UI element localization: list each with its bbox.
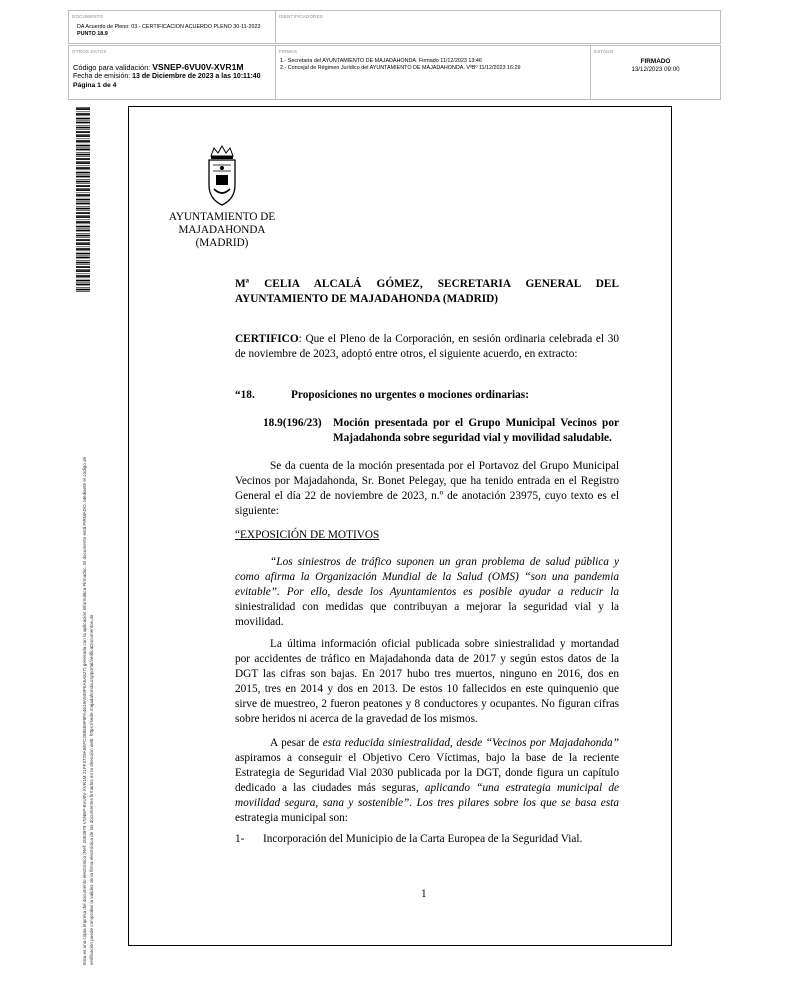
p3-line1: La última información oficial publicada sobre siniestralidad y mortandad xyxy=(270,638,619,650)
barcode-bar xyxy=(76,113,90,115)
certifico-line2: de noviembre de 2023, adoptó entre otros, el siguiente acuerdo, en extracto: xyxy=(235,348,578,360)
p2-line1: “Los siniestros de tráfico suponen un gran problema de salud pública y xyxy=(270,556,619,568)
barcode-bar xyxy=(76,127,90,129)
p1-line3: General el día 22 de noviembre de 2023, n.º de anotación 23975, cuyo texto es el xyxy=(235,490,619,502)
barcode-bar xyxy=(76,189,90,191)
barcode-bar xyxy=(76,176,90,178)
p4-line4a: dedicado a las ciudades más seguras, xyxy=(235,782,425,794)
barcode-bar xyxy=(76,251,90,252)
barcode-bar xyxy=(76,183,90,184)
p2-line5: movilidad. xyxy=(235,616,284,628)
barcode-bar xyxy=(76,270,90,272)
letterhead xyxy=(163,211,281,250)
firma-2: 2.- Concejal de Régimen Jurídico del AYUNTAMIENTO DE MAJADAHONDA. VºBº 11/12/2023 16:29 xyxy=(280,65,521,71)
otros-datos-box xyxy=(68,45,276,100)
documento-box xyxy=(68,10,276,44)
item1-text: Incorporación del Municipio de la Carta Europea de la Seguridad Vial. xyxy=(263,833,583,845)
p2-line4: siniestralidad con medidas que contribuyan a mejorar la seguridad vial y la xyxy=(235,601,619,613)
barcode-bar xyxy=(76,139,90,140)
subsection-line2: Majadahonda sobre seguridad vial y movilidad saludable. xyxy=(333,432,612,444)
barcode-bar xyxy=(76,135,90,137)
barcode-bar xyxy=(76,257,90,259)
barcode-bar xyxy=(76,284,90,286)
barcode-bar xyxy=(76,125,90,126)
subsection-line1: Moción presentada por el Grupo Municipal Vecinos por xyxy=(333,417,619,429)
section-number: “18. xyxy=(235,389,255,401)
certifico-line1 xyxy=(235,332,619,347)
p4-line5: movilidad segura, sana y sostenible”. Los tres pilares sobre los que se basa esta xyxy=(235,797,619,809)
documento-line2: PUNTO 18.9 xyxy=(77,31,108,37)
estado-label: ESTADO xyxy=(594,49,614,54)
sidebar-text-2: verificación puede comprobar la validez de la firma electrónica de los documentos firmados en la dirección web: https://sede.majadahonda.org/portal/verificaDocumentos.do xyxy=(89,614,94,965)
p2-line2: como afirma la Organización Mundial de la Salud (OMS) “son una pandemia xyxy=(235,571,619,583)
barcode-bar xyxy=(76,239,90,241)
barcode-bar xyxy=(76,149,90,151)
p3-line2: por accidentes de tráfico en Majadahonda data de 2017 y según estos datos de la xyxy=(235,653,619,665)
codigo-prefix: Código para validación: xyxy=(73,63,153,72)
estado-value: FIRMADO xyxy=(640,58,671,65)
page-number: 1 xyxy=(421,888,427,900)
subsection-number: 18.9(196/23) xyxy=(263,417,322,429)
fecha-emision xyxy=(73,73,261,80)
barcode-bar xyxy=(76,248,90,250)
p4-line4 xyxy=(235,781,619,796)
barcode-bar xyxy=(76,243,90,245)
barcode-bar xyxy=(76,237,90,238)
barcode-bar xyxy=(76,145,90,147)
barcode-bar xyxy=(76,193,90,194)
codigo-validacion xyxy=(73,62,244,72)
barcode-bar xyxy=(76,235,90,237)
barcode-bar xyxy=(76,140,90,142)
barcode-bar xyxy=(76,131,90,133)
firma-1: 1.- Secretaria del AYUNTAMIENTO DE MAJADAHONDA. Firmado 11/12/2023 13:46 xyxy=(280,58,482,64)
barcode-bar xyxy=(76,194,90,196)
barcode-bar xyxy=(76,274,90,275)
p2-line3: evitable”. Por ello, desde los Ayuntamientos es posible ayudar a reducir la xyxy=(235,586,619,598)
barcode-bar xyxy=(76,224,90,225)
barcode-bar xyxy=(76,230,90,232)
p4-line2: aspiramos a conseguir el Objetivo Cero Víctimas, bajo la base de la reciente xyxy=(235,752,619,764)
barcode-bar xyxy=(76,229,90,230)
barcode-bar xyxy=(76,129,90,130)
barcode-bar xyxy=(76,162,90,164)
barcode-bar xyxy=(76,181,90,183)
barcode-bar xyxy=(76,280,90,282)
barcode-bar xyxy=(76,287,90,288)
barcode-bar xyxy=(76,212,90,214)
p4-line1b: esta reducida siniestralidad, desde “Vecinos por Majadahonda” xyxy=(322,737,619,749)
barcode-bar xyxy=(76,188,90,189)
barcode-bar xyxy=(76,170,90,171)
barcode-bar xyxy=(76,143,90,144)
barcode-bar xyxy=(76,221,90,223)
p4-line1a: A pesar de xyxy=(270,737,323,749)
barcode-bar xyxy=(76,233,90,234)
codigo-value[interactable]: VSNEP-6VU0V-XVR1M xyxy=(152,62,244,72)
fecha-value: 13 de Diciembre de 2023 a las 10:11:40 xyxy=(132,73,261,80)
p4-line6: estrategia municipal son: xyxy=(235,812,348,824)
barcode-bar xyxy=(76,275,90,277)
barcode-bar xyxy=(76,203,90,205)
barcode-bar xyxy=(76,226,90,228)
barcode-bar xyxy=(76,185,90,187)
otros-datos-label: OTROS DATOS xyxy=(72,49,107,54)
barcode-bar xyxy=(76,112,90,113)
barcode-bar xyxy=(76,256,90,257)
sidebar-text-1: Esta es una copia impresa del documento electrónico (Ref: 2053979 VSNEP-6VU0V-XVR1M 21FF3729A5EFC288559F9FA4619A539FEA5A527) generada con la aplicación informática Firmadoc. El documento está FIRMADO. Mediante el código de xyxy=(82,456,87,965)
certifico-bold: CERTIFICO xyxy=(235,333,299,345)
firmas-label: FIRMAS xyxy=(279,49,298,54)
barcode-bar xyxy=(76,202,90,203)
heading-line2: AYUNTAMIENTO DE MAJADAHONDA (MADRID) xyxy=(235,293,499,305)
p1-line2: Vecinos por Majadahonda, Sr. Bonet Pelegay, que ha tenido entrada en el Registro xyxy=(235,475,619,487)
p4-line1 xyxy=(270,736,619,751)
letterhead-line1: AYUNTAMIENTO DE xyxy=(168,211,276,223)
identificadores-box xyxy=(275,10,721,44)
exposicion-heading: “EXPOSICIÓN DE MOTIVOS xyxy=(235,529,380,541)
letterhead-line2: MAJADAHONDA xyxy=(178,224,266,236)
p3-line5: sirve de muestreo, 2 fueron peatones y 8 conductores y ocupantes. No figuran cifras xyxy=(235,698,619,710)
p3-line3: DGT las cifras son bajas. En 2017 hubo tres muertos, ninguno en 2016, dos en xyxy=(235,668,619,680)
barcode-bar xyxy=(76,175,90,176)
barcode-bar xyxy=(76,215,90,216)
barcode-bar xyxy=(76,166,90,167)
certifico-text1: : Que el Pleno de la Corporación, en sesión ordinaria celebrada el 30 xyxy=(298,333,619,345)
p3-line4: 2015, tres en 2014 y dos en 2013. De estos 10 fallecidos en este quinquenio que xyxy=(235,683,619,695)
barcode-bar xyxy=(76,179,90,180)
barcode-bar xyxy=(76,206,90,207)
barcode-bar xyxy=(76,134,90,135)
barcode-bar xyxy=(76,283,90,284)
barcode-bar xyxy=(76,156,90,157)
barcode-bar xyxy=(76,122,90,124)
barcode-bar xyxy=(76,172,90,174)
barcode-bar xyxy=(76,264,90,265)
p4-line3: Estrategia de Seguridad Vial 2030 publicada por la DGT, donde figura un capítulo xyxy=(235,767,619,779)
barcode-bar xyxy=(76,242,90,243)
p1-line1: Se da cuenta de la moción presentada por el Portavoz del Grupo Municipal xyxy=(270,460,619,472)
barcode-bar xyxy=(76,291,90,292)
barcode-bar xyxy=(76,154,90,156)
barcode-bar xyxy=(76,121,90,122)
barcode-bar xyxy=(76,262,90,264)
section-title: Proposiciones no urgentes o mociones ordinarias: xyxy=(291,389,529,401)
barcode-bar xyxy=(76,216,90,218)
identificadores-label: IDENTIFICADORES xyxy=(279,14,324,19)
p4-line4b: aplicando “una estrategia municipal de xyxy=(424,782,619,794)
barcode-bar xyxy=(76,269,90,270)
barcode-bar xyxy=(76,158,90,160)
barcode-bar xyxy=(76,220,90,221)
letterhead-line3: (MADRID) xyxy=(195,237,249,249)
barcode-bar xyxy=(76,118,90,120)
barcode-bar xyxy=(76,197,90,198)
document-page xyxy=(128,106,672,946)
fecha-prefix: Fecha de emisión: xyxy=(73,73,133,80)
estado-box xyxy=(590,45,721,100)
barcode-bar xyxy=(76,108,90,110)
p3-line6: sobre heridos ni acerca de la gravedad de los mismos. xyxy=(235,713,478,725)
barcode-bar xyxy=(76,152,90,153)
coat-of-arms-icon xyxy=(205,145,239,207)
estado-fecha: 13/12/2023 09:00 xyxy=(631,66,680,73)
barcode-bar xyxy=(76,289,90,291)
barcode-bar xyxy=(76,260,90,261)
firmas-box xyxy=(275,45,591,100)
barcode-bar xyxy=(76,161,90,162)
barcode-bar xyxy=(76,253,90,255)
p1-line4: siguiente: xyxy=(235,505,279,517)
barcode-bar xyxy=(76,278,90,279)
barcode-bar xyxy=(76,116,90,117)
barcode-bar xyxy=(76,199,90,201)
barcode-bar xyxy=(76,208,90,210)
barcode-bar xyxy=(76,210,90,211)
pagina-indicator: Página 1 de 4 xyxy=(73,82,117,89)
documento-line1: DA Acuerdo de Pleno: 03.- CERTIFICACION ACUERDO PLENO 30-11-2023 xyxy=(77,24,261,30)
heading-line1: Mª CELIA ALCALÁ GÓMEZ, SECRETARIA GENERAL DEL xyxy=(235,278,619,290)
barcode-bar xyxy=(76,167,90,169)
documento-label: DOCUMENTO xyxy=(72,14,104,19)
barcode-bar xyxy=(76,107,90,108)
barcode-bar xyxy=(76,247,90,248)
barcode xyxy=(76,107,90,293)
barcode-bar xyxy=(76,266,90,268)
barcode-bar xyxy=(76,148,90,149)
item1-number: 1- xyxy=(235,833,245,845)
